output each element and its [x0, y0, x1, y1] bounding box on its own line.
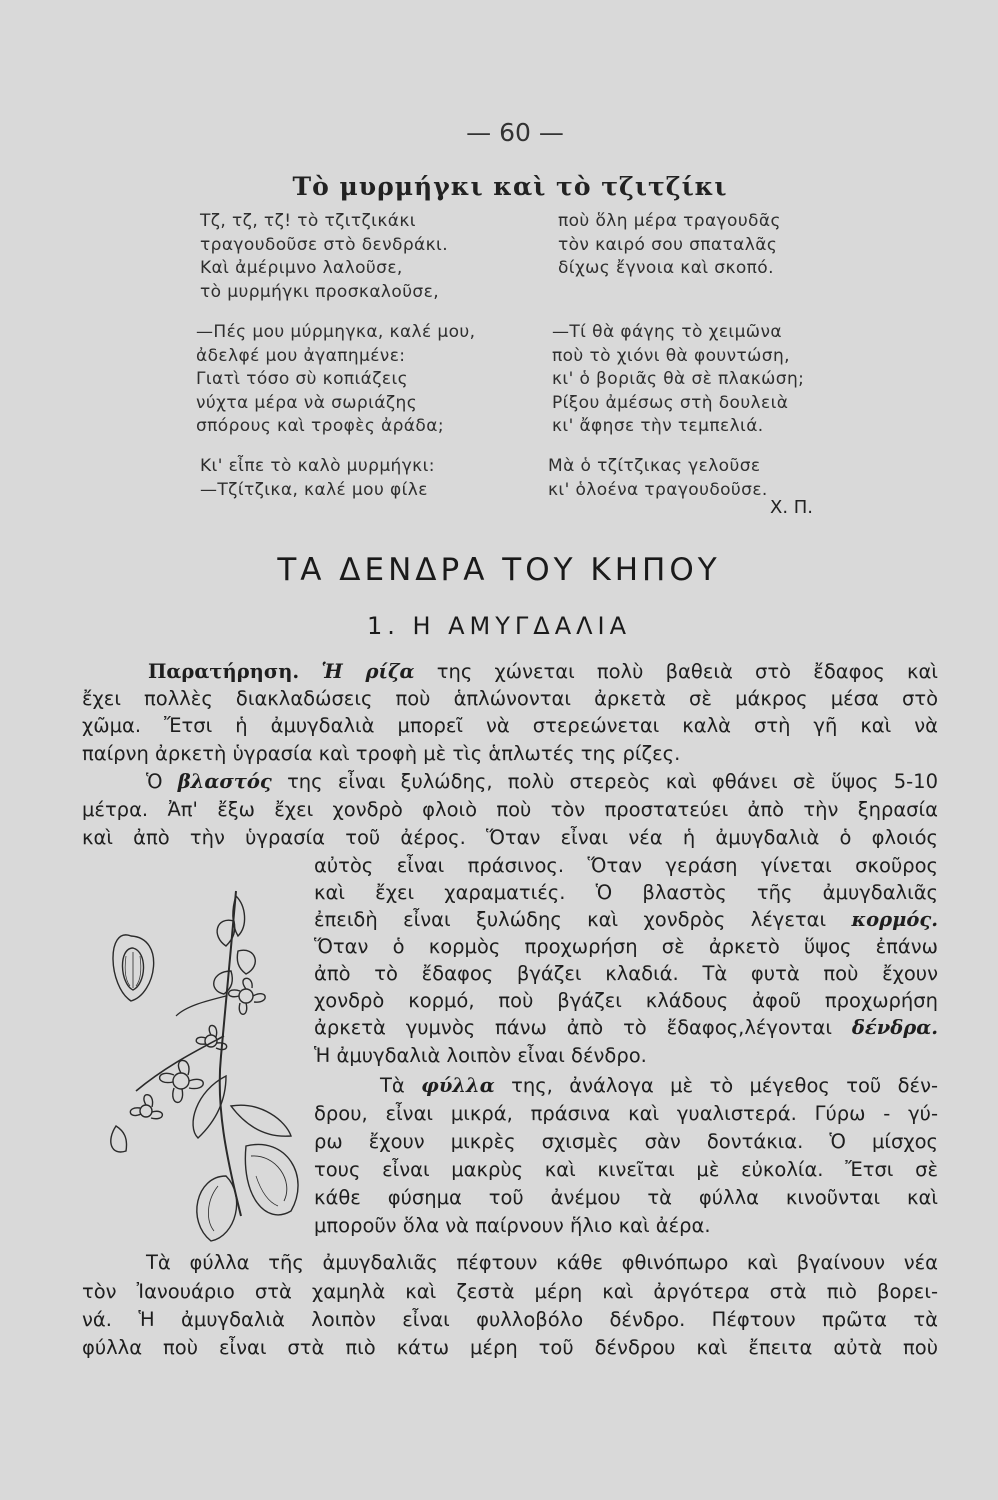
text-line: δρου, εἶναι μικρά, πράσινα καὶ γυαλιστερά. Γύρω - γύ- [314, 1102, 938, 1125]
text-line: κάθε φύσημα τοῦ ἀνέμου τὰ φύλλα κινοῦνται καὶ [314, 1186, 938, 1209]
poem-stanza-right-1 [558, 210, 781, 281]
almond-fruit-drawing [197, 1144, 298, 1241]
text-line: αὐτὸς εἶναι πράσινος. Ὅταν γεράση γίνεται σκοῦρος [314, 854, 938, 877]
emphasis-stem: βλαστός [177, 770, 272, 793]
text-line: Ἡ ἀμυγδαλιὰ λοιπὸν εἶναι δένδρο. [314, 1044, 647, 1067]
poem-line: ποὺ ὅλη μέρα τραγουδᾶς [558, 211, 781, 231]
poem-line: —Τί θὰ φάγης τὸ χειμῶνα [552, 322, 782, 342]
poem-stanza-left-3 [200, 455, 435, 502]
text-line [148, 659, 938, 685]
text-line: ἀπὸ τὸ ἔδαφος βγάζει κλαδιά. Τὰ φυτὰ ποὺ ἔχουν [314, 962, 938, 985]
poem-line: Κι' εἶπε τὸ καλὸ μυρμήγκι: [200, 456, 435, 476]
text-line: καὶ ἀπὸ τὴν ὑγρασία τοῦ ἀέρος. Ὅταν εἶναι νέα ἡ ἀμυγδαλιὰ ὁ φλοιός [82, 826, 938, 849]
poem-stanza-left-1 [200, 210, 448, 304]
text-line [314, 1015, 938, 1041]
poem-stanza-right-3 [548, 455, 768, 502]
emphasis-trees: δένδρα. [851, 1016, 938, 1039]
poem-line: κι' ἄφησε τὴν τεμπελιά. [552, 416, 764, 436]
poem-line: —Τζίτζικα, καλέ μου φίλε [200, 479, 428, 500]
text-span: της εἶναι ξυλώδης, πολὺ στερεὸς καὶ φθάνει σὲ ὕψος 5-10 [287, 770, 938, 793]
emphasis-root: Ἡ ρίζα [321, 660, 415, 683]
poem-line: τὸν καιρό σου σπαταλᾶς [558, 234, 778, 255]
poem-line: νύχτα μέρα νὰ σωριάζης [196, 392, 418, 413]
poem-line: κι' ὁλοένα τραγουδοῦσε. [548, 479, 768, 500]
poem-stanza-left-2 [196, 321, 475, 439]
text-line: παίρνη ἀρκετὴ ὑγρασία καὶ τροφὴ μὲ τὶς ἁπλωτές της ρίζες. [82, 742, 681, 765]
text-span: Τὰ [380, 1074, 405, 1097]
poem-stanza-right-2 [552, 321, 804, 439]
almond-pit-drawing [113, 935, 154, 1001]
text-line: χονδρὸ κορμό, ποὺ βγάζει κλάδους ἀφοῦ προχωρήση [314, 989, 938, 1012]
text-span: ἀρκετὰ γυμνὸς πάνω ἀπὸ τὸ ἔδαφος,λέγονται [314, 1016, 832, 1039]
text-line: τους εἶναι μακρὺς καὶ κινεῖται μὲ εὐκολία. Ἔτσι σὲ [314, 1158, 938, 1181]
page-number: — 60 — [466, 118, 564, 147]
poem-line: τραγουδοῦσε στὸ δενδράκι. [200, 234, 449, 255]
text-line: χῶμα. Ἔτσι ἡ ἀμυγδαλιὰ μπορεῖ νὰ στερεώνεται καλὰ στὴ γῆ καὶ νὰ [82, 714, 938, 737]
text-line [146, 769, 938, 795]
text-span: ἐπειδὴ εἶναι ξυλώδης καὶ χονδρὸς λέγεται [314, 908, 827, 931]
text-line: νά. Ἡ ἀμυγδαλιὰ λοιπὸν εἶναι φυλλοβόλο δένδρο. Πέφτουν πρῶτα τὰ [82, 1308, 938, 1331]
text-line: καὶ ἔχει χαραματιές. Ὁ βλαστὸς τῆς ἀμυγδαλιᾶς [314, 881, 938, 904]
text-line [380, 1073, 938, 1099]
text-line: ρω ἔχουν μικρὲς σχισμὲς σὰν δοντάκια. Ὁ μίσχος [314, 1130, 938, 1153]
poem-line: —Πές μου μύρμηγκα, καλέ μου, [196, 322, 476, 342]
text-line: Ὅταν ὁ κορμὸς προχωρήση σὲ ἀρκετὸ ὕψος ἐπάνω [314, 935, 938, 958]
almond-blossom-drawing [130, 978, 265, 1118]
text-line: ἔχει πολλὲς διακλαδώσεις ποὺ ἁπλώνονται ἀρκετὰ σὲ μάκρος μέσα στὸ [82, 687, 938, 710]
text-line: τὸν Ἰανουάριο στὰ χαμηλὰ καὶ ζεστὰ μέρη καὶ ἀργότερα στὰ πιὸ βορει- [82, 1280, 938, 1303]
poem-signature: Χ. Π. [770, 497, 814, 518]
poem-line: ποὺ τὸ χιόνι θὰ φουντώση, [552, 345, 790, 366]
text-line: μέτρα. Ἀπ' ἔξω ἔχει χονδρὸ φλοιὸ ποὺ τὸν προστατεύει ἀπὸ τὴν ξηρασία [82, 798, 938, 821]
poem-line: ἀδελφέ μου ἀγαπημένε: [196, 345, 406, 366]
section-title: ΤΑ ΔΕΝΔΡΑ ΤΟΥ ΚΗΠΟΥ [277, 552, 721, 588]
almond-branch-illustration [86, 876, 316, 1256]
poem-title: Τὸ μυρμήγκι καὶ τὸ τζιτζίκι [292, 172, 728, 201]
section-subtitle: 1. Η ΑΜΥΓΔΑΛΙΑ [366, 612, 632, 640]
emphasis-leaves: φύλλα [421, 1074, 495, 1097]
poem-line: Μὰ ὁ τζίτζικας γελοῦσε [548, 456, 761, 476]
text-span: της, ἀνάλογα μὲ τὸ μέγεθος τοῦ δέν- [511, 1074, 939, 1097]
text-span: της χώνεται πολὺ βαθειὰ στὸ ἔδαφος καὶ [436, 660, 939, 683]
text-line: μποροῦν ὅλα νὰ παίρνουν ἥλιο καὶ ἀέρα. [314, 1214, 711, 1237]
poem-line: κι' ὁ βοριᾶς θὰ σὲ πλακώση; [552, 369, 805, 389]
poem-line: Ρίξου ἀμέσως στὴ δουλειὰ [552, 392, 789, 413]
poem-line: σπόρους καὶ τροφὲς ἀράδα; [196, 416, 444, 436]
poem-line: Καὶ ἀμέριμνο λαλοῦσε, [200, 258, 403, 278]
poem-line: τὸ μυρμήγκι προσκαλοῦσε, [200, 281, 440, 302]
text-line [314, 907, 938, 933]
poem-line: Τζ, τζ, τζ! τὸ τζιτζικάκι [200, 211, 416, 231]
poem-line: Γιατὶ τόσο σὺ κοπιάζεις [196, 369, 409, 389]
emphasis-trunk: κορμός. [851, 908, 939, 931]
text-span: Ὁ [146, 770, 163, 793]
poem-line: δίχως ἔγνοια καὶ σκοπό. [558, 258, 774, 278]
observation-label: Παρατήρηση. [148, 660, 300, 683]
text-line: φύλλα ποὺ εἶναι στὰ πιὸ κάτω μέρη τοῦ δένδρου καὶ ἔπειτα αὐτὰ ποὺ [82, 1336, 938, 1359]
text-line: Τὰ φύλλα τῆς ἀμυγδαλιᾶς πέφτουν κάθε φθινόπωρο καὶ βγαίνουν νέα [146, 1251, 938, 1274]
